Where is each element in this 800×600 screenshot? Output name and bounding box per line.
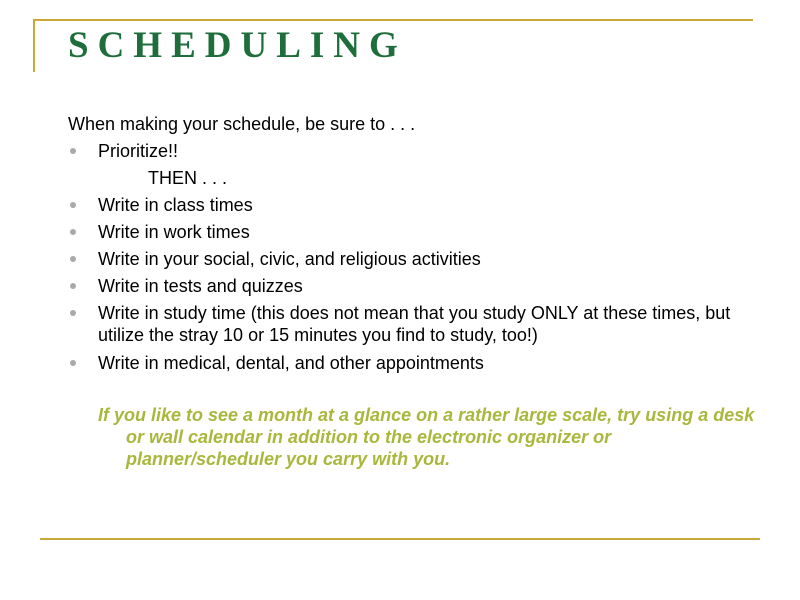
list-item-text: Write in medical, dental, and other appointments xyxy=(98,353,484,373)
list-item-then xyxy=(68,167,748,189)
bullet-icon xyxy=(70,310,76,316)
list-item-text: Write in study time (this does not mean that you study ONLY at these times, but utilize the stray 10 or 15 minutes you find to study, too!) xyxy=(98,303,731,345)
bullet-icon xyxy=(70,283,76,289)
list-item-work-times xyxy=(68,221,748,243)
bullet-list xyxy=(68,140,748,379)
list-item-text: Write in your social, civic, and religious activities xyxy=(98,249,481,269)
left-rule xyxy=(33,19,35,72)
list-item-prioritize xyxy=(68,140,748,162)
list-item-class-times xyxy=(68,194,748,216)
list-item-tests xyxy=(68,275,748,297)
list-item-text: Write in work times xyxy=(98,222,250,242)
bullet-icon xyxy=(70,360,76,366)
list-item-activities xyxy=(68,248,748,270)
intro-text: When making your schedule, be sure to . . . xyxy=(68,114,416,134)
calendar-tip: If you like to see a month at a glance on a rather large scale, try using a desk or wall calendar in addition to the electronic organizer or planner/scheduler you carry with you. xyxy=(98,405,755,469)
bullet-icon xyxy=(70,229,76,235)
list-item-text: Write in tests and quizzes xyxy=(98,276,303,296)
bullet-icon xyxy=(70,202,76,208)
list-item-study-time xyxy=(68,302,748,346)
list-item-appointments xyxy=(68,352,748,374)
list-item-text: Write in class times xyxy=(98,195,253,215)
bullet-icon xyxy=(70,148,76,154)
list-item-text: THEN . . . xyxy=(148,168,228,188)
bullet-icon xyxy=(70,256,76,262)
list-item-text: Prioritize!! xyxy=(98,141,179,161)
top-rule xyxy=(33,19,753,21)
bottom-rule xyxy=(40,538,760,540)
slide-title: SCHEDULING xyxy=(68,25,407,66)
